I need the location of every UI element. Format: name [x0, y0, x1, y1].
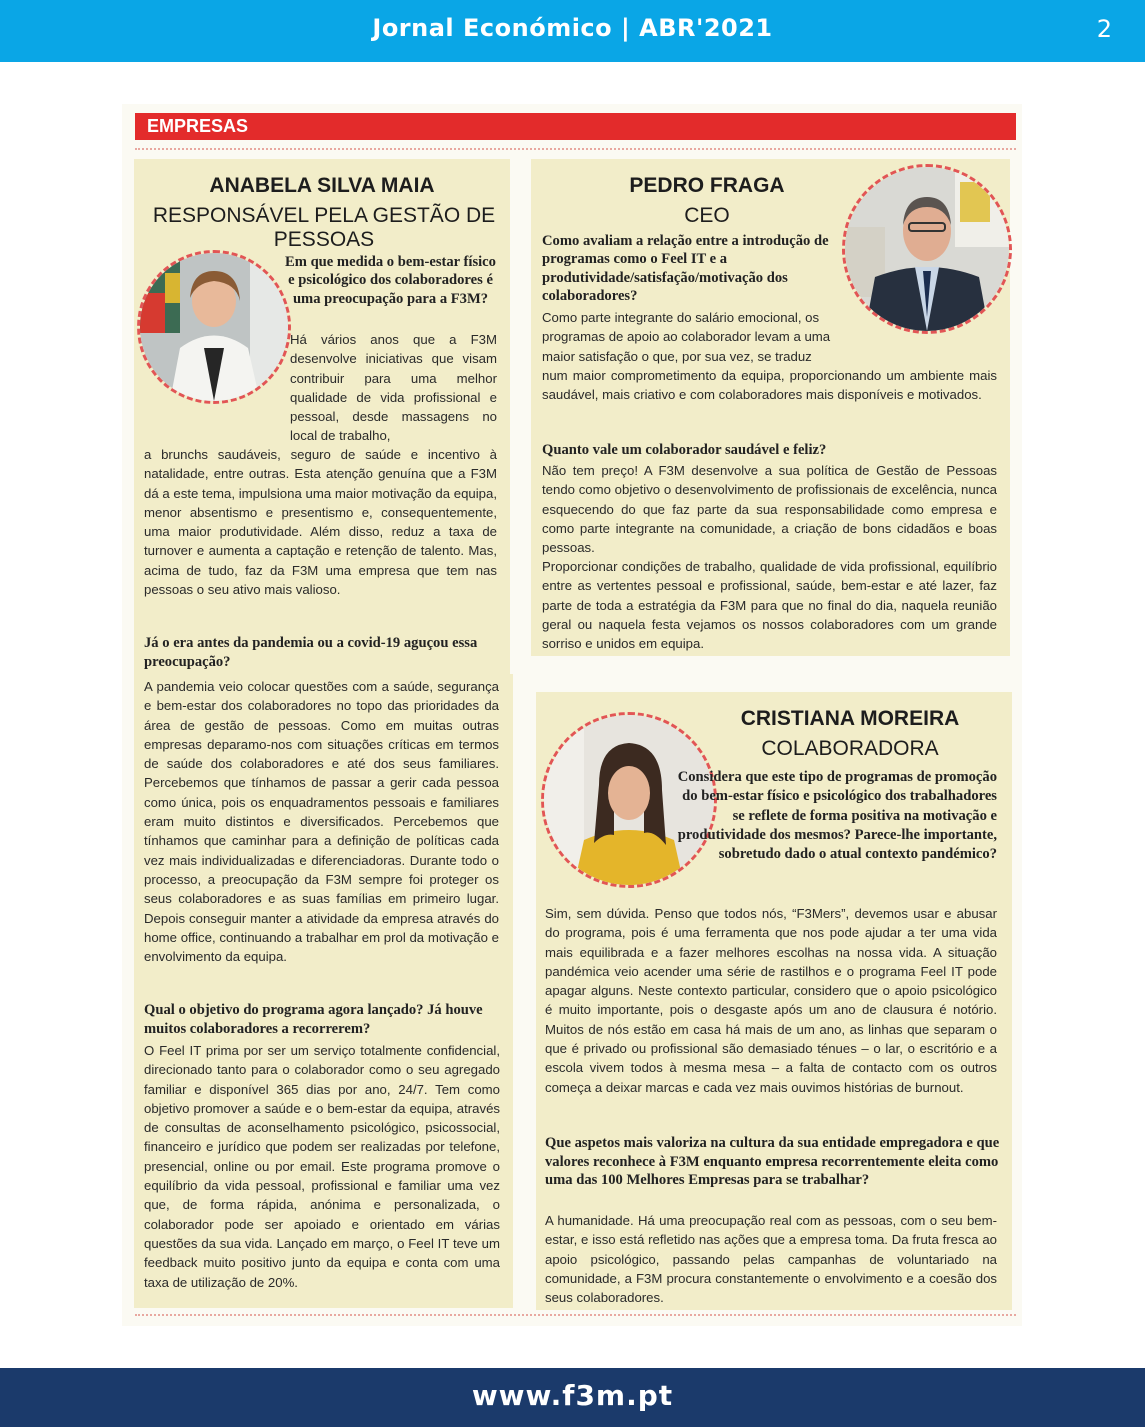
dotted-divider: [135, 148, 1016, 150]
interview-question: Quanto vale um colaborador saudável e feliz?: [542, 442, 827, 458]
portrait-pedro: [842, 164, 1012, 334]
section-label: EMPRESAS: [135, 113, 1016, 140]
answer-text: Proporcionar condições de trabalho, qualidade de vida profissional, equilíbrio entre as vertentes pessoal e profissional, saúde, bem-estar e até lazer, faz parte de toda a estratégia da F3M para que no final do dia, naquela reunião geral ou naquela festa vejamos os nossos colaboradores com um grande sorriso e unidos em equipa.: [542, 559, 997, 652]
answer-text: Sim, sem dúvida. Penso que todos nós, “F3Mers”, devemos usar e abusar do programa, pois é uma ferramenta que nos pode ajudar a ter uma vida mais equilibrada e a fazer melhores escolhas na nossa vida. A situação pandémica veio acender uma série de rastilhos e o programa Feel IT pode apagar alguns. Neste contexto particular, considero que o apoio psicológico é muito importante, pois o desgaste após um ano de clausura é notório. Muitos de nós estão em casa há mais de um ano, as linhas que separam o que é privado ou profissional são demasiado ténues – o lar, o escritório e a escola vivem todos à mesma mesa – a falta de contacto com os outros começa a deixar marcas e cada vez mais ouvimos histórias de burnout.: [545, 906, 997, 1095]
portrait-photo: [845, 167, 1009, 331]
website-link[interactable]: www.f3m.pt: [471, 1379, 674, 1412]
portrait-photo: [140, 253, 288, 401]
answer-text: A humanidade. Há uma preocupação real com as pessoas, com o seu bem-estar, e isso está refletido nas ações que a empresa toma. Da fruta fresca ao apoio psicológico, passando pelas campanhas de voluntariado na comunidade, a F3M procura constantemente o envolvimento e a coesão dos seus colaboradores.: [545, 1213, 997, 1306]
person-name: ANABELA SILVA MAIA: [209, 174, 435, 197]
question-block: [284, 253, 497, 308]
person-name: PEDRO FRAGA: [629, 174, 785, 197]
dotted-divider: [135, 1314, 1016, 1316]
person-role: COLABORADORA: [761, 737, 939, 760]
person-role: CEO: [684, 204, 730, 227]
answer-text: a brunchs saudáveis, seguro de saúde e incentivo à natalidade, entre outras. Esta atenção genuína que a F3M dá a este tema, impulsiona uma maior motivação da equipa, menor absentismo e presentismo e, consequentemente, uma maior produtividade. Além disso, reduz a taxa de turnover e aumenta a captação e retenção de talento. Mas, acima de tudo, faz da F3M uma empresa que tem nas pessoas o seu ativo mais valioso.: [144, 447, 497, 598]
interview-question: Qual o objetivo do programa agora lançado? Já houve muitos colaboradores a recorrerem?: [144, 1002, 483, 1037]
page-number: 2: [1096, 15, 1112, 43]
publication-title: Jornal Económico | ABR'2021: [372, 14, 773, 42]
answer-text: Há vários anos que a F3M desenvolve iniciativas que visam contribuir para uma melhor qualidade de vida profissional e pessoal, desde massagens no local de trabalho,: [290, 332, 497, 444]
interview-question: Considera que este tipo de programas de promoção do bem-estar físico e psicológico dos trabalhadores se reflete de forma positiva na motivação e produtividade dos mesmos? Parece-lhe importante, sobretudo dado o atual contexto pandémico?: [677, 769, 997, 863]
interview-question: Que aspetos mais valoriza na cultura da sua entidade empregadora e que valores reconhece à F3M enquanto empresa recorrentemente eleita como uma das 100 Melhores Empresas para se trabalhar?: [545, 1135, 1000, 1189]
portrait-anabela: [137, 250, 291, 404]
answer-text: Não tem preço! A F3M desenvolve a sua política de Gestão de Pessoas tendo como objetivo o desenvolvimento de profissionais de excelência, nunca esquecendo do que faz parte da sua responsabilidade como empresa e como parte integrante na comunidade, a criação de bons cidadãos e boas pessoas.: [542, 463, 997, 556]
person-role: RESPONSÁVEL PELA GESTÃO DE PESSOAS: [152, 204, 496, 251]
answer-text: O Feel IT prima por ser um serviço totalmente confidencial, direcionado tanto para o colaborador como o seu agregado familiar e disponível 365 dias por ano, 24/7. Tem como objetivo promover a saúde e o bem-estar da equipa, através de consultas de aconselhamento psicológico, psicossocial, financeiro e jurídico que podem ser realizadas por telefone, presencial, online ou por email. Este programa promove o equilíbrio da vida pessoal, profissional e familiar uma vez que, de forma rápida, anónima e personalizada, o colaborador pode ser apoiado e orientado em várias questões da sua vida. Lançado em março, o Feel IT teve um feedback muito positivo junto da equipa e conta com uma taxa de utilização de 20%.: [144, 1043, 500, 1290]
top-header-bar: [0, 0, 1145, 62]
interview-question: Já o era antes da pandemia ou a covid-19 aguçou essa preocupação?: [144, 635, 478, 670]
footer-bar: [0, 1368, 1145, 1427]
person-name: CRISTIANA MOREIRA: [740, 707, 960, 730]
interview-question: Em que medida o bem-estar físico e psicológico dos colaboradores é uma preocupação para a F3M?: [285, 254, 496, 307]
answer-text: num maior comprometimento da equipa, proporcionando um ambiente mais saudável, mais criativo e com colaboradores mais disponíveis e motivados.: [542, 368, 997, 403]
answer-text: A pandemia veio colocar questões com a saúde, segurança e bem-estar dos colaboradores no topo das prioridades da área de gestão de pessoas. Como em muitas outras empresas deparamo-nos com situações críticas em termos de saúde dos colaboradores e até dos seus familiares. Percebemos que tínhamos de passar a gerir cada pessoa como única, pois os enquadramentos pessoais e familiares eram muito distintos e diversificados. Percebemos que tínhamos que caminhar para a definição de políticas cada vez mais individualizadas e diferenciadoras. Durante todo o processo, a preocupação da F3M sempre foi proteger os seus colaboradores e as suas famílias em primeiro lugar. Depois conseguir manter a atividade da empresa através do home office, continuando a trabalhar em prol da motivação e envolvimento da equipa.: [144, 679, 499, 965]
answer-text: Como parte integrante do salário emocional, os programas de apoio ao colaborador levam a uma maior satisfação o que, por sua vez, se traduz: [542, 310, 831, 364]
interview-question: Como avaliam a relação entre a introdução de programas como o Feel IT e a produtividade/satisfação/motivação dos colaboradores?: [542, 233, 829, 305]
